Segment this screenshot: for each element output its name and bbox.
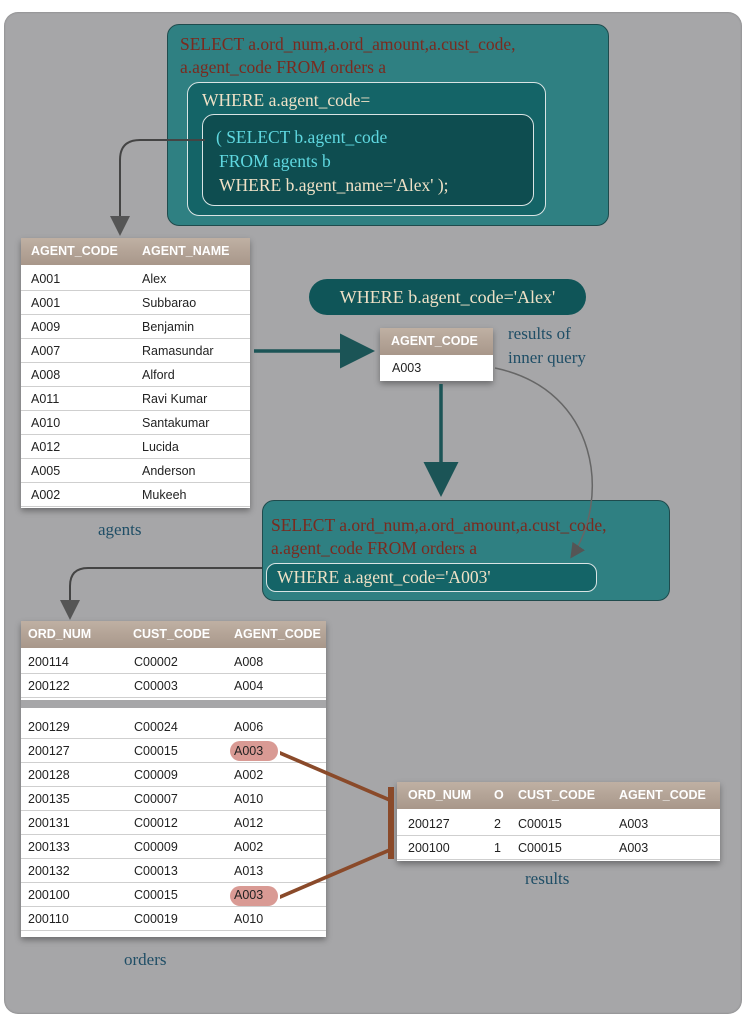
table-cell: C00015: [134, 744, 178, 758]
table-cell: A003: [619, 817, 649, 831]
table-cell: A003: [234, 744, 264, 758]
orders-caption: orders: [124, 950, 167, 969]
table-cell: 2: [494, 817, 501, 831]
table-cell: C00013: [134, 864, 178, 878]
table-cell: A008: [31, 368, 61, 382]
connector-bar: [388, 787, 394, 859]
table-cell: 200131: [28, 816, 70, 830]
table-cell: A001: [31, 296, 61, 310]
table-cell: A011: [31, 392, 60, 406]
table-cell: A010: [234, 912, 264, 926]
table-cell: A002: [234, 840, 264, 854]
connector-row2: [280, 847, 392, 899]
table-cell: A012: [31, 440, 61, 454]
table-cell: 200100: [28, 888, 70, 902]
table-cell: C00009: [134, 768, 178, 782]
table-cell: 200100: [408, 841, 450, 855]
table-cell: Benjamin: [142, 320, 195, 334]
orders-col-ord-num: ORD_NUM: [28, 627, 92, 641]
table-cell: 200128: [28, 768, 70, 782]
table-cell: A005: [31, 464, 61, 478]
inner-result-col-agent-code: AGENT_CODE: [391, 334, 478, 348]
table-cell: A010: [31, 416, 61, 430]
table-cell: C00024: [134, 720, 178, 734]
orders-col-cust-code: CUST_CODE: [133, 627, 211, 641]
table-cell: Alford: [142, 368, 175, 382]
orders-col-agent-code: AGENT_CODE: [234, 627, 321, 641]
table-cell: A001: [31, 272, 61, 286]
results-caption: results: [525, 869, 570, 888]
table-cell: C00015: [134, 888, 178, 902]
table-cell: 200127: [28, 744, 70, 758]
table-cell: A002: [31, 488, 61, 502]
table-cell: C00015: [518, 817, 562, 831]
subquery-line3: WHERE b.agent_name='Alex' );: [219, 175, 449, 195]
table-cell: 200132: [28, 864, 70, 878]
table-cell: 200122: [28, 679, 70, 693]
table-cell: A013: [234, 864, 264, 878]
results-col-ord-num: ORD_NUM: [408, 788, 472, 802]
agents-col-agent-code: AGENT_CODE: [31, 244, 118, 258]
table-cell: A009: [31, 320, 61, 334]
agents-caption: agents: [98, 520, 142, 539]
table-cell: A003: [619, 841, 649, 855]
arrow-subquery-to-agents: [120, 140, 205, 232]
resolved-select-line1: SELECT a.ord_num,a.ord_amount,a.cust_code,: [271, 515, 607, 535]
table-cell: Ramasundar: [142, 344, 214, 358]
table-cell: 200114: [28, 655, 69, 669]
resolved-select-line2: a.agent_code FROM orders a: [271, 538, 478, 558]
query-select-line2: a.agent_code FROM orders a: [180, 57, 387, 77]
table-cell: C00007: [134, 792, 178, 806]
table-cell: C00012: [134, 816, 178, 830]
table-cell: 200127: [408, 817, 450, 831]
resolved-where-line: WHERE a.agent_code='A003': [277, 567, 491, 587]
table-cell: Alex: [142, 272, 167, 286]
arrow-query-to-orders: [70, 568, 262, 616]
subquery-line1: ( SELECT b.agent_code: [216, 127, 388, 147]
query-where-line: WHERE a.agent_code=: [202, 90, 371, 110]
inner-result-caption-line2: inner query: [508, 348, 586, 367]
table-cell: A007: [31, 344, 61, 358]
inner-result-value: A003: [392, 361, 422, 375]
table-cell: C00009: [134, 840, 178, 854]
query-select-line1: SELECT a.ord_num,a.ord_amount,a.cust_code,: [180, 34, 516, 54]
table-cell: 200133: [28, 840, 70, 854]
table-cell: C00003: [134, 679, 178, 693]
table-cell: Ravi Kumar: [142, 392, 208, 406]
table-cell: 200135: [28, 792, 70, 806]
results-col-cust-code: CUST_CODE: [518, 788, 596, 802]
table-cell: Mukeeh: [142, 488, 187, 502]
table-cell: Santakumar: [142, 416, 210, 430]
table-cell: Lucida: [142, 440, 179, 454]
table-cell: Subbarao: [142, 296, 197, 310]
table-cell: 200110: [28, 912, 69, 926]
table-cell: C00015: [518, 841, 562, 855]
table-cell: A012: [234, 816, 264, 830]
agents-col-agent-name: AGENT_NAME: [142, 244, 230, 258]
table-cell: A006: [234, 720, 264, 734]
connector-row1: [280, 751, 392, 803]
arrow-curve-result-to-where: [495, 368, 592, 556]
table-cell: A008: [234, 655, 264, 669]
results-col-agent-code: AGENT_CODE: [619, 788, 706, 802]
table-cell: A002: [234, 768, 264, 782]
subquery-line2: FROM agents b: [219, 151, 331, 171]
table-cell: C00019: [134, 912, 178, 926]
table-cell: Anderson: [142, 464, 196, 478]
table-cell: A004: [234, 679, 264, 693]
where-agent-code-pill: WHERE b.agent_code='Alex': [309, 279, 586, 315]
table-cell: 1: [494, 841, 501, 855]
results-col-ord-amount: O: [494, 788, 504, 802]
table-cell: 200129: [28, 720, 70, 734]
table-cell: C00002: [134, 655, 178, 669]
table-cell: A003: [234, 888, 264, 902]
inner-result-caption-line1: results of: [508, 324, 571, 343]
table-cell: A010: [234, 792, 264, 806]
